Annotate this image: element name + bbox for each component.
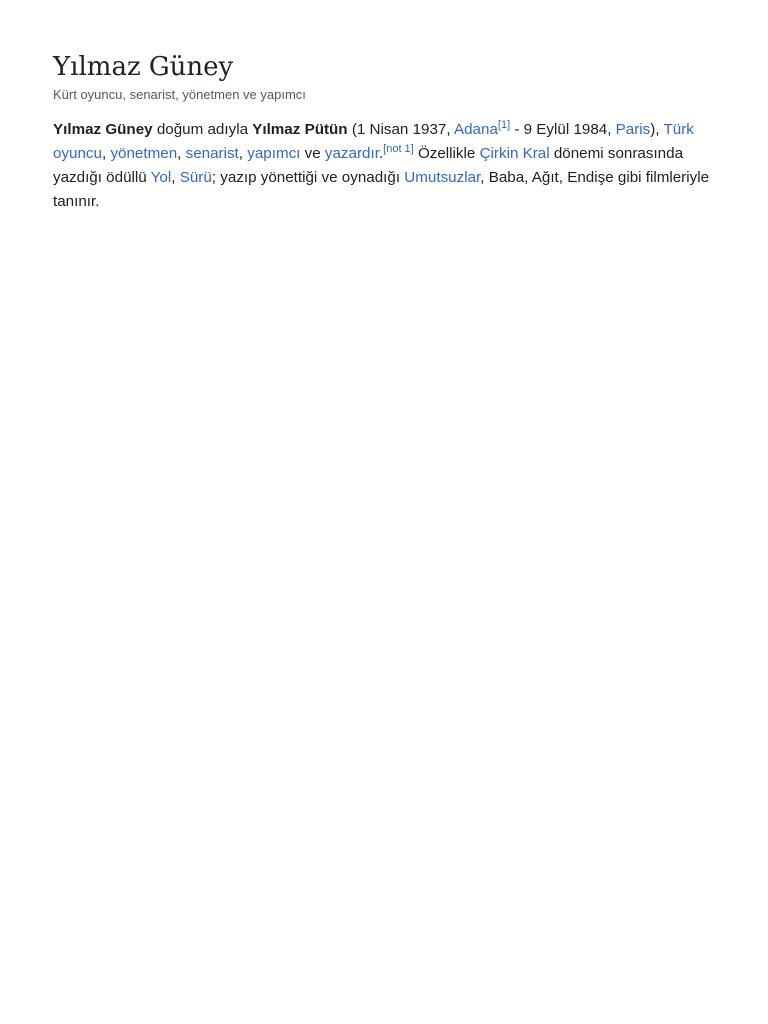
text-segment: , [171,169,180,186]
text-segment: dönemi sonrasında yazdığı ödüllü [53,145,684,186]
link-senarist[interactable]: senarist [185,145,239,162]
link-umutsuzlar[interactable]: Umutsuzlar [404,169,481,186]
name-bold: Yılmaz Güney [53,121,153,138]
note-1 [383,143,414,155]
text-segment: (1 Nisan 1937, [347,121,454,138]
link-oyuncu[interactable]: oyuncu [53,145,102,162]
reference-1 [498,119,510,131]
page-subtitle: Kürt oyuncu, senarist, yönetmen ve yapımcı [53,87,306,102]
page-title: Yılmaz Güney [53,52,234,82]
text-segment: , [177,145,186,162]
link-yapimci[interactable]: yapımcı [247,145,301,162]
link-yol[interactable]: Yol [150,169,172,186]
text-segment: doğum adıyla [152,121,253,138]
text-segment: , [238,145,248,162]
text-segment: ), [650,121,664,138]
link-suru[interactable]: Sürü [179,169,212,186]
link-paris[interactable]: Paris [615,121,651,138]
text-segment: - 9 Eylül 1984, [510,121,616,138]
link-yonetmen[interactable]: yönetmen [110,145,178,162]
note-1-link[interactable]: [not 1] [383,142,414,155]
link-yazardir[interactable]: yazardır [324,145,379,162]
text-segment: ve [300,145,325,162]
link-turk[interactable]: Türk [663,121,694,138]
link-cirkin-kral[interactable]: Çirkin Kral [479,145,550,162]
link-adana[interactable]: Adana [453,121,498,138]
reference-1-link[interactable]: [1] [497,118,511,131]
text-segment: . [378,145,384,162]
birth-name-bold: Yılmaz Pütün [252,121,348,138]
intro-paragraph [53,118,715,214]
text-segment: , [101,145,111,162]
text-segment: ; yazıp yönettiği ve oynadığı [211,169,405,186]
text-segment: , Baba, Ağıt, Endişe gibi filmleriyle tanınır. [53,169,710,210]
text-segment: Özellikle [413,145,480,162]
